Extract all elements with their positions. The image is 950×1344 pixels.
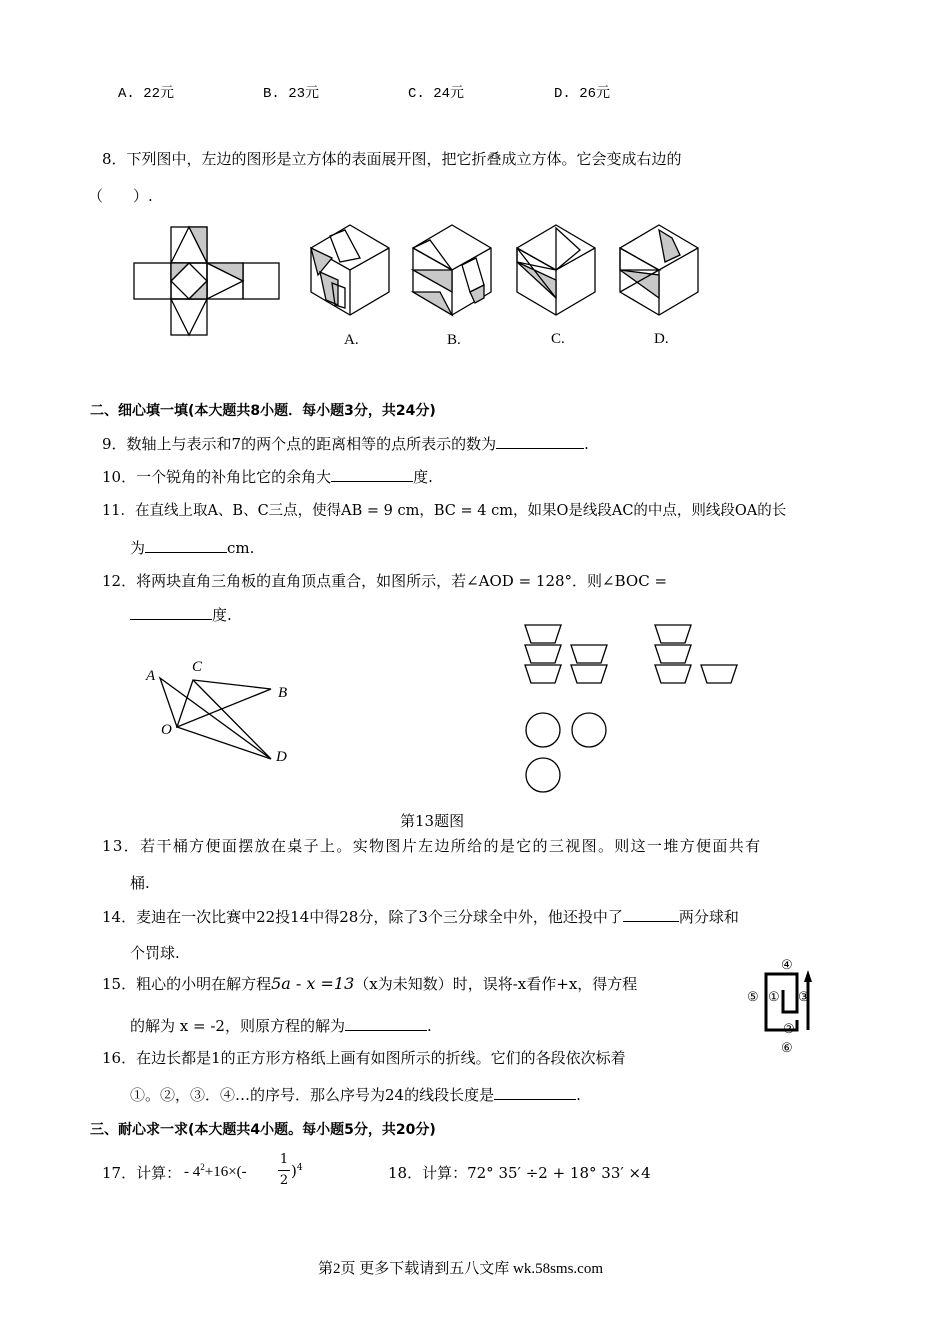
option-b: B. 23元: [263, 86, 320, 102]
q11-line1: 11．在直线上取A、B、C三点，使得AB = 9 cm，BC = 4 cm，如果O是线段AC的中点，则线段OA的长: [102, 503, 787, 519]
q10: 10．一个锐角的补角比它的余角大 度.: [102, 468, 433, 486]
fig16-label-1: ①: [768, 990, 780, 1005]
q8-paren: （ ）.: [88, 187, 153, 205]
fig16-label-2: ②: [783, 1022, 795, 1037]
q9: 9．数轴上与表示和7的两个点的距离相等的点所表示的数为 .: [102, 435, 589, 453]
fig16-label-3: ③: [798, 990, 810, 1005]
q18: 18．计算：72° 35′ ÷2 + 18° 33′ ×4: [388, 1164, 651, 1182]
q17-expression: - $4^2+16\times(-$: [184, 1162, 247, 1180]
fig13-caption: 第13题图: [400, 812, 465, 830]
page-footer: 第2页 更多下载请到五八文库 wk.58sms.com: [318, 1261, 604, 1277]
q15-line2: 的解为 x = -2，则原方程的解为 .: [130, 1017, 432, 1035]
option-a: A. 22元: [118, 86, 175, 102]
q12-line2: 度.: [130, 604, 232, 625]
section-3-header: 三、耐心求一求(本大题共4小题。每小题5分，共20分): [90, 1122, 436, 1138]
point-c: C: [192, 659, 203, 675]
section-2-header: 二、细心填一填(本大题共8小题．每小题3分，共24分): [90, 403, 436, 419]
fig16-label-6: ⑥: [781, 1041, 793, 1056]
q11-line2: 为 cm.: [130, 539, 255, 557]
q17-fraction-den: 2: [279, 1173, 289, 1188]
q17: 17．计算：: [102, 1164, 182, 1182]
point-b: B: [278, 685, 288, 701]
label-b: B.: [447, 332, 461, 348]
point-d: D: [276, 749, 287, 765]
q13-line1: 13．若干桶方便面摆放在桌子上。实物图片左边所给的是它的三视图。则这一堆方便面共有: [102, 837, 762, 855]
point-o: O: [161, 722, 172, 738]
fig16-label-4: ④: [781, 958, 793, 973]
label-a: A.: [344, 332, 359, 348]
q14-line1: 14．麦迪在一次比赛中22投14中得28分，除了3个三分球全中外，他还投中了 两分球和: [102, 908, 739, 926]
q8-text: 8．下列图中，左边的图形是立方体的表面展开图，把它折叠成立方体。它会变成右边的: [102, 150, 682, 168]
q16-line1: 16．在边长都是1的正方形方格纸上画有如图所示的折线。它们的各段依次标着: [102, 1049, 626, 1067]
q14-line2: 个罚球.: [130, 944, 180, 962]
option-d: D. 26元: [554, 86, 611, 102]
fig16-label-5: ⑤: [747, 990, 759, 1005]
q12-line1: 12．将两块直角三角板的直角顶点重合，如图所示，若∠AOD = 128°．则∠BOC =: [102, 572, 668, 590]
q17-close: )$^4$: [291, 1162, 303, 1180]
label-d: D.: [654, 331, 669, 347]
label-c: C.: [551, 331, 565, 347]
q15-line1: 15．粗心的小明在解方程5a - x =13（x为未知数）时，误将-x看作+x，得方程: [102, 974, 638, 993]
q16-line2: ①。②，③．④…的序号．那么序号为24的线段长度是 .: [130, 1086, 581, 1104]
point-a: A: [146, 668, 156, 684]
q17-fraction-bar: [278, 1170, 290, 1171]
option-c: C. 24元: [408, 86, 465, 102]
q13-line2: 桶.: [130, 874, 150, 892]
q17-fraction-num: 1: [279, 1152, 289, 1167]
